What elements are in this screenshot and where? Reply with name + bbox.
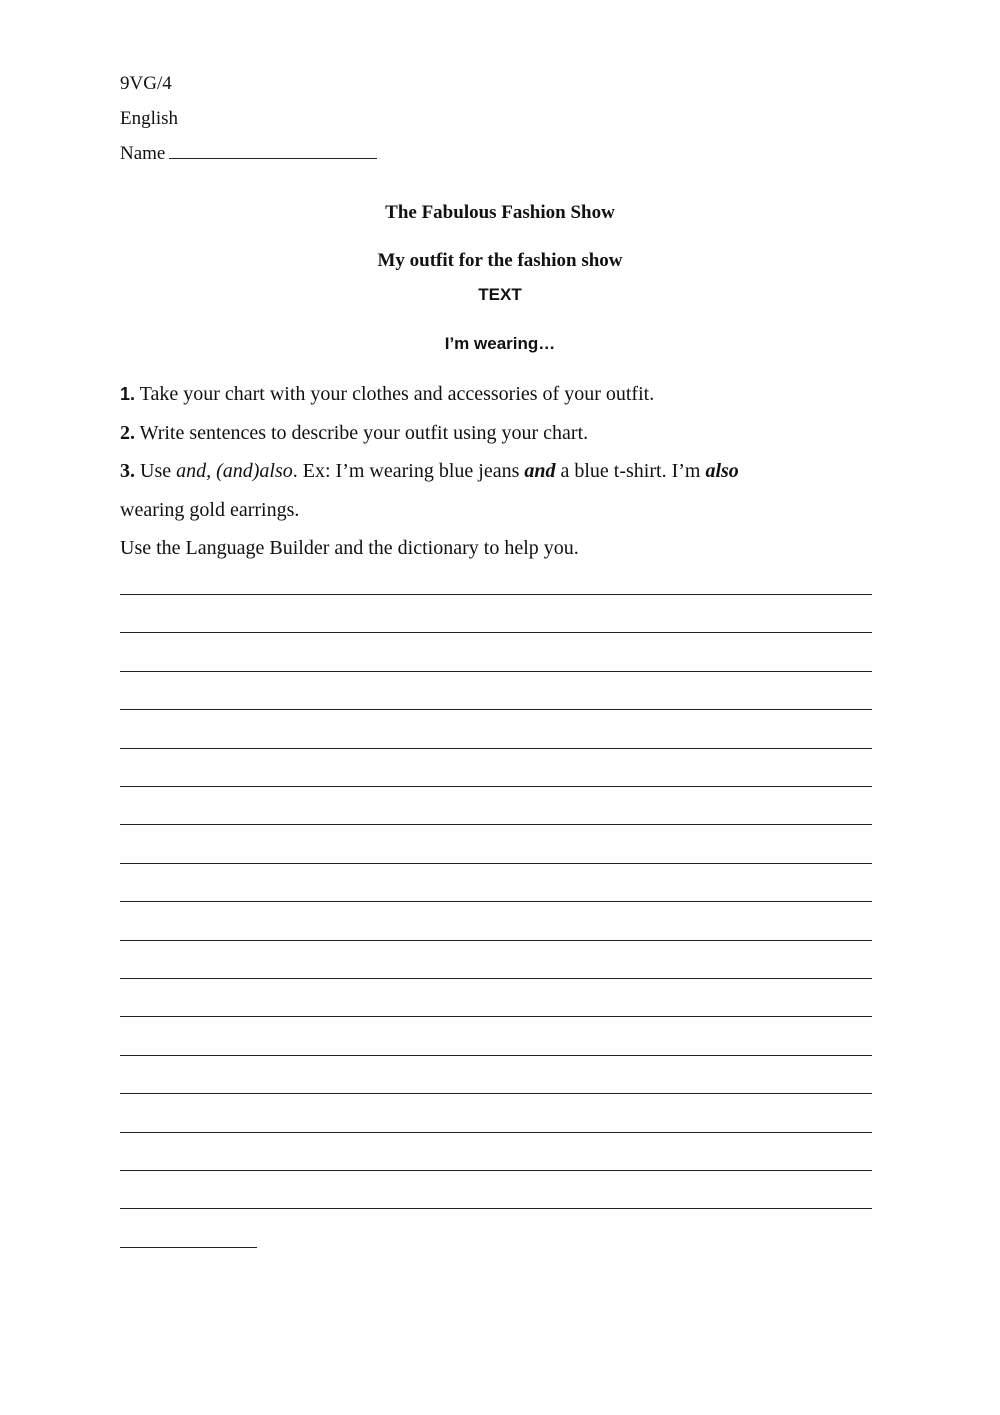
example-also: also [705, 460, 739, 482]
writing-line[interactable] [120, 1208, 872, 1209]
writing-line[interactable] [120, 1170, 872, 1171]
writing-line[interactable] [120, 671, 872, 672]
name-blank-line[interactable] [169, 144, 377, 159]
instruction-2-number: 2. [120, 422, 135, 444]
writing-line[interactable] [120, 863, 872, 864]
writing-line[interactable] [120, 748, 872, 749]
writing-line[interactable] [120, 632, 872, 633]
class-code: 9VG/4 [120, 73, 172, 94]
worksheet-title: The Fabulous Fashion Show [385, 202, 615, 223]
writing-line[interactable] [120, 1093, 872, 1094]
instruction-3-continued: wearing gold earrings. [120, 499, 300, 521]
writing-line[interactable] [120, 901, 872, 902]
instruction-3-number: 3. [120, 460, 135, 482]
writing-line[interactable] [120, 709, 872, 710]
writing-line[interactable] [120, 940, 872, 941]
text-type-heading: TEXT [478, 285, 522, 304]
instruction-3-example-2: a blue t-shirt. I’m [555, 460, 706, 482]
instruction-3-example: . Ex: I’m wearing blue jeans [292, 460, 525, 482]
instruction-1-number: 1. [120, 384, 136, 404]
instruction-1-text: Take your chart with your clothes and accessories of your outfit. [135, 383, 655, 405]
name-field[interactable] [120, 142, 377, 166]
instruction-3 [120, 458, 739, 484]
writing-line[interactable] [120, 594, 872, 595]
instruction-1 [120, 381, 654, 407]
writing-line[interactable] [120, 1055, 872, 1056]
writing-line-short[interactable] [120, 1247, 257, 1248]
help-note: Use the Language Builder and the dictionary to help you. [120, 537, 579, 559]
instruction-2 [120, 420, 588, 446]
writing-line[interactable] [120, 824, 872, 825]
writing-line[interactable] [120, 786, 872, 787]
example-and: and [524, 460, 556, 482]
writing-line[interactable] [120, 1016, 872, 1017]
instruction-3-pre: Use [135, 460, 177, 482]
subject-label: English [120, 108, 179, 129]
writing-prompt: I’m wearing… [444, 334, 556, 353]
name-label: Name [120, 143, 166, 164]
instruction-2-text: Write sentences to describe your outfit using your chart. [135, 422, 589, 444]
writing-line[interactable] [120, 978, 872, 979]
writing-line[interactable] [120, 1132, 872, 1133]
worksheet-subtitle: My outfit for the fashion show [377, 250, 623, 271]
instruction-3-connectors: and, (and)also [176, 460, 293, 482]
